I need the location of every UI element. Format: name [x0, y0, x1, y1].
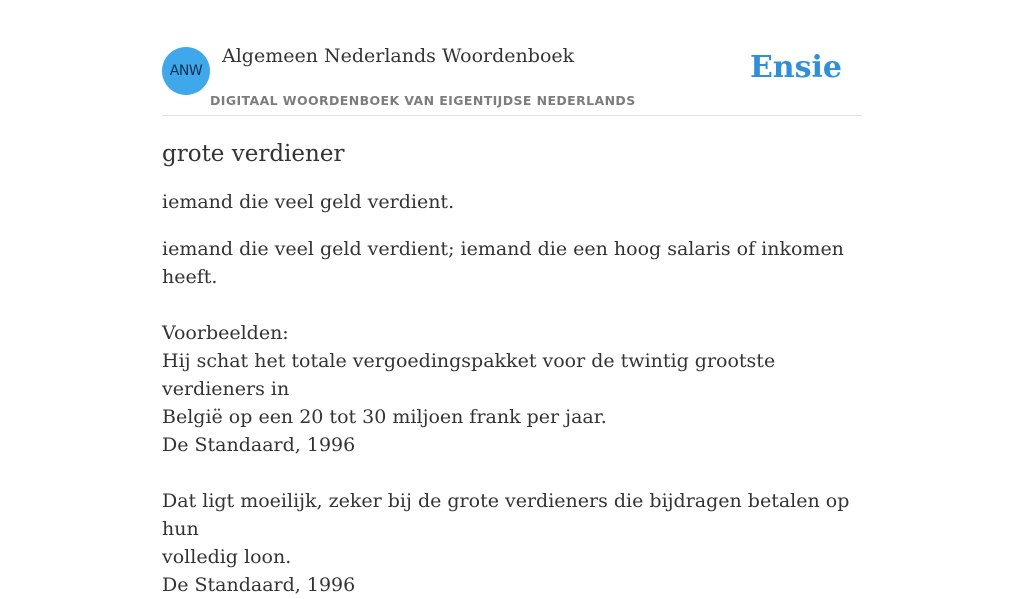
- full-definition: iemand die veel geld verdient; iemand die een hoog salaris of inkomen heeft.: [162, 238, 844, 288]
- site-header: [162, 0, 862, 116]
- examples-label: Voorbeelden:: [162, 322, 289, 344]
- dictionary-title[interactable]: Algemeen Nederlands Woordenboek: [222, 45, 575, 67]
- example-source: De Standaard, 1996: [162, 434, 356, 456]
- dictionary-subtitle: DIGITAAL WOORDENBOEK VAN EIGENTIJDSE NEDERLANDS: [210, 93, 636, 108]
- example-text-line: Hij schat het totale vergoedingspakket voor de twintig grootste verdieners in: [162, 350, 776, 400]
- example-item: [162, 487, 862, 599]
- anw-logo[interactable]: ANW: [162, 47, 210, 95]
- entry-headword: grote verdiener: [162, 141, 345, 167]
- example-text-line: volledig loon.: [162, 546, 292, 568]
- short-definition: iemand die veel geld verdient.: [162, 191, 455, 213]
- example-text-line: Dat ligt moeilijk, zeker bij de grote verdieners die bijdragen betalen op hun: [162, 490, 850, 540]
- entry-content: [162, 138, 862, 599]
- example-item: [162, 347, 862, 459]
- example-source: De Standaard, 1996: [162, 574, 356, 596]
- ensie-brand-logo[interactable]: Ensie: [749, 50, 842, 85]
- examples-section: [162, 319, 862, 599]
- example-text-line: België op een 20 tot 30 miljoen frank per jaar.: [162, 406, 607, 428]
